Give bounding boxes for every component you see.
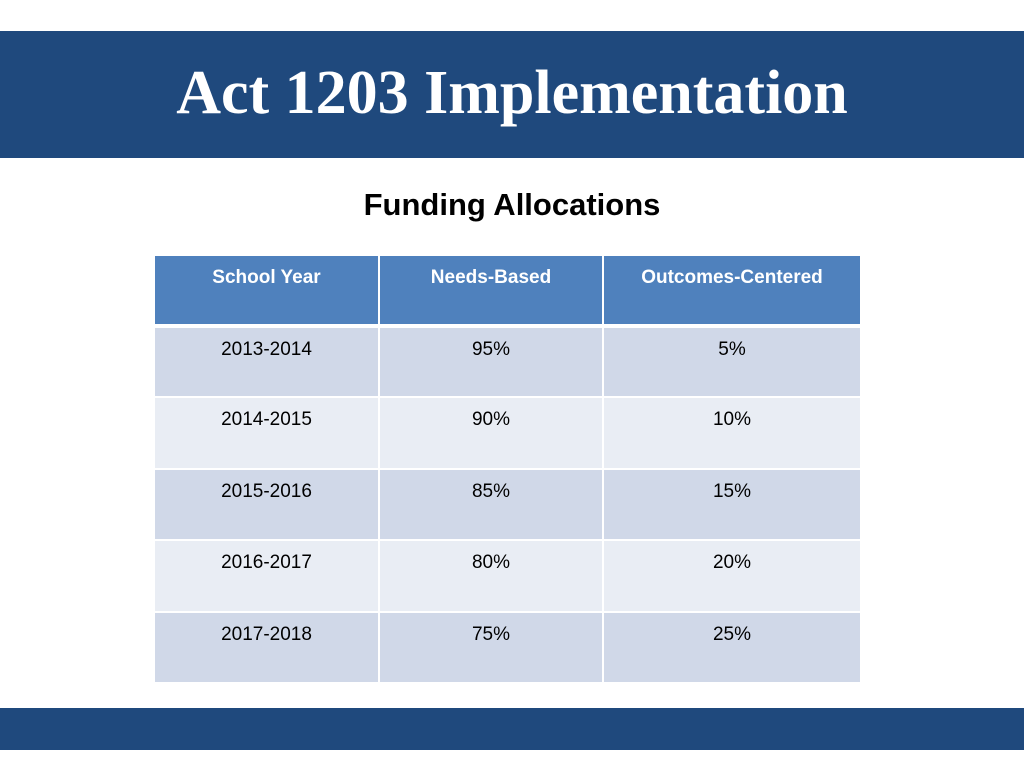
cell-school-year: 2014-2015 bbox=[154, 397, 379, 468]
table-row bbox=[154, 469, 861, 540]
footer-band bbox=[0, 708, 1024, 750]
cell-school-year: 2013-2014 bbox=[154, 326, 379, 397]
cell-outcomes-centered: 25% bbox=[603, 612, 861, 683]
allocation-table bbox=[153, 254, 862, 684]
table-row bbox=[154, 612, 861, 683]
cell-outcomes-centered: 5% bbox=[603, 326, 861, 397]
cell-outcomes-centered: 20% bbox=[603, 540, 861, 611]
cell-outcomes-centered: 15% bbox=[603, 469, 861, 540]
table-row bbox=[154, 540, 861, 611]
table-row bbox=[154, 326, 861, 397]
cell-needs-based: 85% bbox=[379, 469, 603, 540]
slide-title: Act 1203 Implementation bbox=[176, 58, 848, 127]
header-needs-based: Needs-Based bbox=[379, 255, 603, 326]
cell-school-year: 2017-2018 bbox=[154, 612, 379, 683]
table-row bbox=[154, 397, 861, 468]
slide-subtitle: Funding Allocations bbox=[363, 187, 661, 222]
table-header-row bbox=[154, 255, 861, 326]
cell-needs-based: 90% bbox=[379, 397, 603, 468]
cell-needs-based: 95% bbox=[379, 326, 603, 397]
header-outcomes-centered: Outcomes-Centered bbox=[603, 255, 861, 326]
cell-needs-based: 80% bbox=[379, 540, 603, 611]
allocation-table-container bbox=[153, 254, 860, 684]
title-band bbox=[0, 31, 1024, 158]
cell-school-year: 2016-2017 bbox=[154, 540, 379, 611]
cell-school-year: 2015-2016 bbox=[154, 469, 379, 540]
cell-outcomes-centered: 10% bbox=[603, 397, 861, 468]
cell-needs-based: 75% bbox=[379, 612, 603, 683]
header-school-year: School Year bbox=[154, 255, 379, 326]
